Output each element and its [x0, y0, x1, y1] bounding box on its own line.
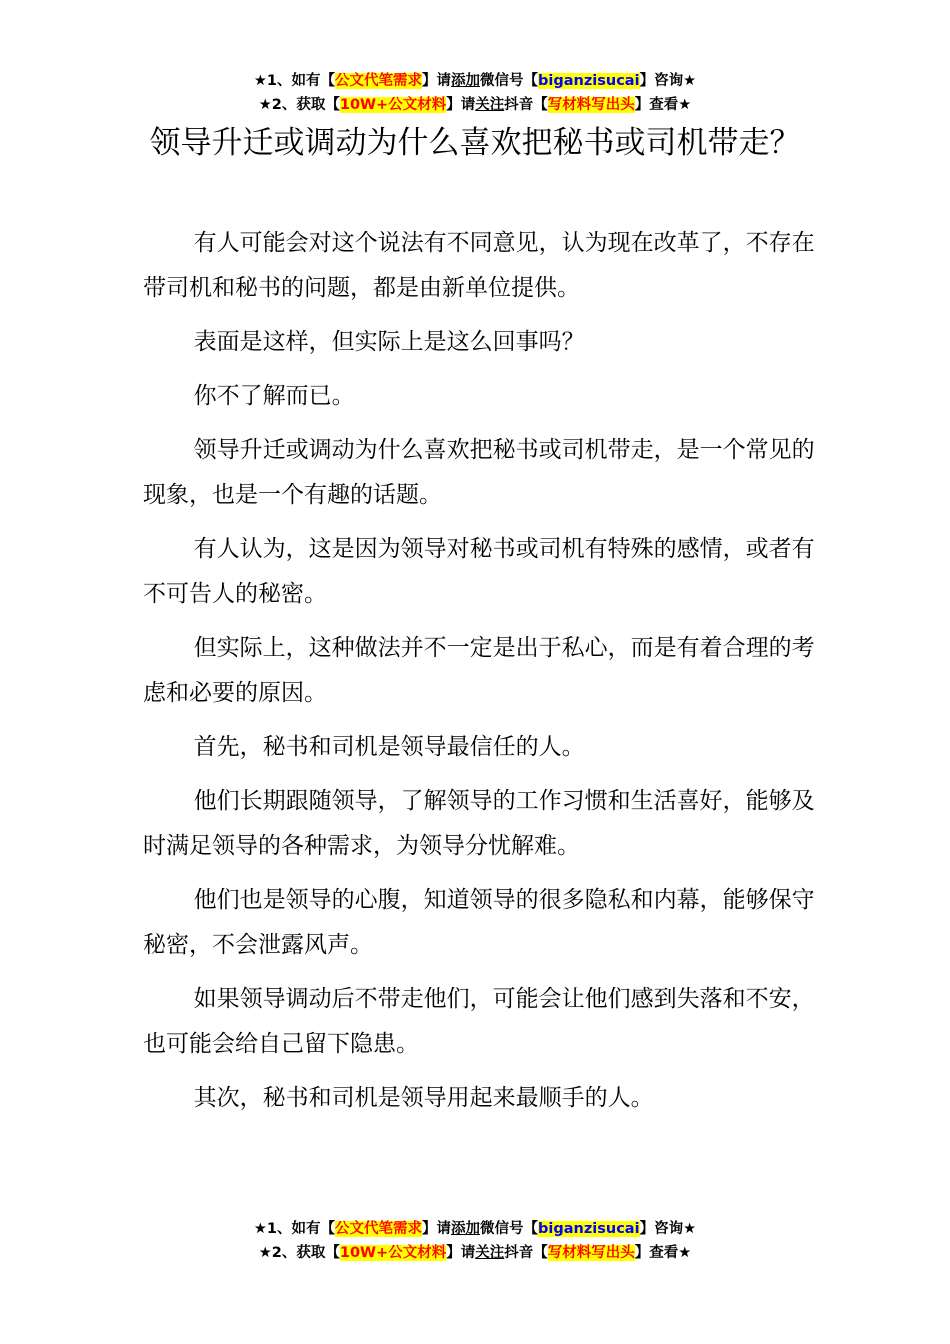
paragraph: 首先，秘书和司机是领导最信任的人。: [193, 734, 585, 760]
promo-emphasis: 关注: [475, 1245, 505, 1261]
paragraph: 其次，秘书和司机是领导用起来最顺手的人。: [193, 1085, 654, 1111]
promo-line-1: [0, 69, 950, 93]
paragraph: 他们也是领导的心腹，知道领导的很多隐私和内幕，能够保守秘密，不会泄露风声。: [143, 887, 815, 958]
paragraph: 表面是这样，但实际上是这么回事吗？: [193, 329, 585, 355]
promo-text: ★1、如有【: [253, 1221, 336, 1237]
paragraph: 有人可能会对这个说法有不同意见，认为现在改革了，不存在带司机和秘书的问题，都是由新单位提供。: [143, 230, 815, 301]
promo-text: 】咨询★: [639, 1221, 697, 1237]
footer-promo-banner: [0, 1217, 950, 1265]
promo-text: 】请: [446, 97, 476, 113]
promo-text: ★2、获取【: [258, 97, 340, 113]
promo-line-1: [0, 1217, 950, 1241]
paragraph: 有人认为，这是因为领导对秘书或司机有特殊的感情，或者有不可告人的秘密。: [143, 536, 815, 607]
paragraph: 领导升迁或调动为什么喜欢把秘书或司机带走，是一个常见的现象，也是一个有趣的话题。: [143, 437, 815, 508]
promo-highlight-service: 公文代笔需求: [335, 1221, 423, 1237]
promo-highlight-service: 公文代笔需求: [335, 73, 423, 89]
paragraph: 如果领导调动后不带走他们，可能会让他们感到失落和不安，也可能会给自己留下隐患。: [143, 986, 815, 1057]
promo-text: 】咨询★: [639, 73, 697, 89]
document-body: [143, 221, 833, 1130]
promo-line-2: [0, 1241, 950, 1265]
promo-text: ★1、如有【: [253, 73, 336, 89]
promo-emphasis: 添加: [451, 73, 481, 89]
promo-highlight-douyin: 写材料写出头: [547, 97, 635, 113]
promo-text: 】请: [422, 73, 452, 89]
document-title: 领导升迁或调动为什么喜欢把秘书或司机带走？: [149, 125, 801, 161]
promo-text: 】查看★: [634, 97, 692, 113]
promo-highlight-wechat-id: biganzisucai: [538, 1221, 640, 1237]
promo-text: ★2、获取【: [258, 1245, 340, 1261]
promo-text: 抖音【: [504, 1245, 548, 1261]
promo-emphasis: 添加: [451, 1221, 481, 1237]
paragraph: 他们长期跟随领导，了解领导的工作习惯和生活喜好，能够及时满足领导的各种需求，为领导分忧解难。: [143, 788, 815, 859]
promo-highlight-materials: 10W+公文材料: [339, 1245, 447, 1261]
header-promo-banner: [0, 69, 950, 117]
promo-highlight-wechat-id: biganzisucai: [538, 73, 640, 89]
promo-text: 】请: [446, 1245, 476, 1261]
promo-text: 】请: [422, 1221, 452, 1237]
promo-text: 微信号【: [480, 1221, 539, 1237]
promo-text: 抖音【: [504, 97, 548, 113]
paragraph: 但实际上，这种做法并不一定是出于私心，而是有着合理的考虑和必要的原因。: [143, 635, 815, 706]
promo-text: 微信号【: [480, 73, 539, 89]
promo-emphasis: 关注: [475, 97, 505, 113]
paragraph: 你不了解而已。: [193, 383, 355, 409]
promo-highlight-douyin: 写材料写出头: [547, 1245, 635, 1261]
promo-text: 】查看★: [634, 1245, 692, 1261]
promo-line-2: [0, 93, 950, 117]
promo-highlight-materials: 10W+公文材料: [339, 97, 447, 113]
